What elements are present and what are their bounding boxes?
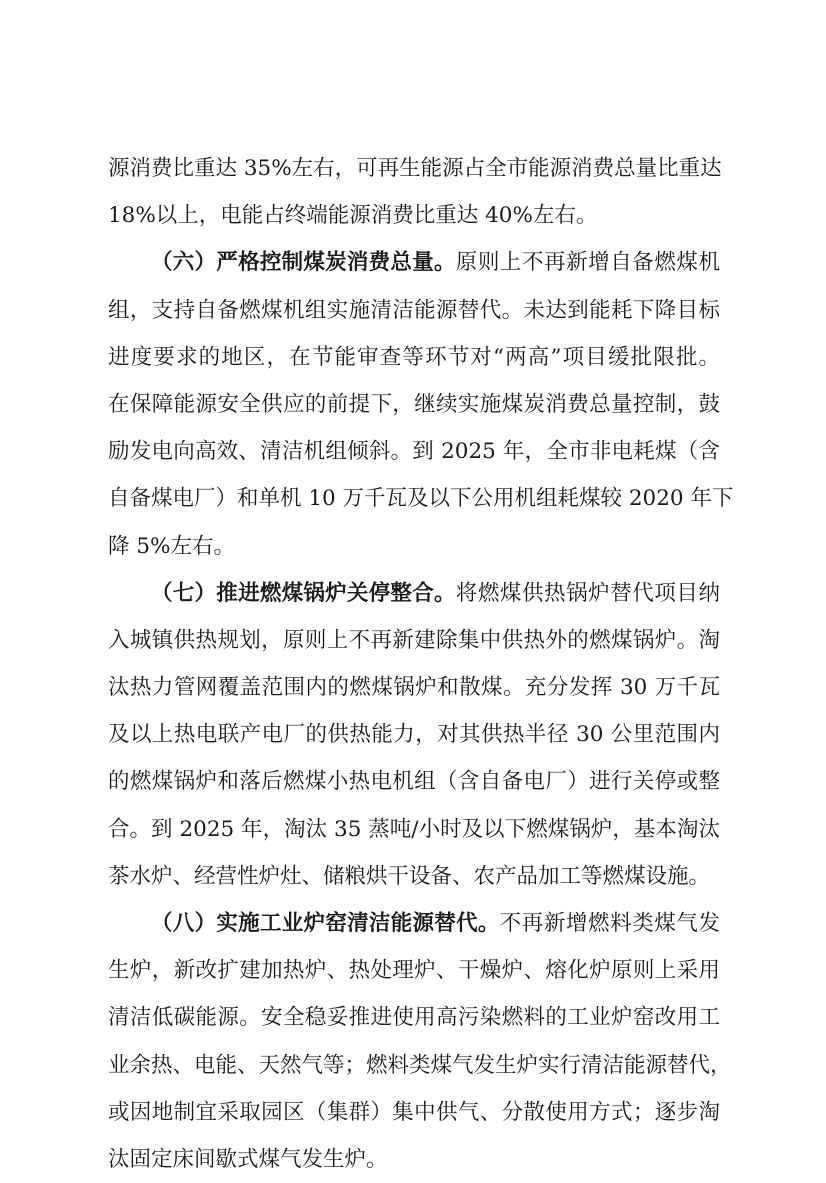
section-8-first-line [108, 900, 720, 947]
text-line: 汰热力管网覆盖范围内的燃煤锅炉和散煤。充分发挥 30 万千瓦 [108, 675, 720, 701]
text-line: 励发电向高效、清洁机组倾斜。到 2025 年，全市非电耗煤（含 [108, 439, 720, 465]
document-page [108, 145, 734, 1183]
text-line: 茶水炉、经营性炉灶、储粮烘干设备、农产品加工等燃煤设施。 [108, 863, 711, 889]
section-heading: （六）严格控制煤炭消费总量。 [151, 250, 456, 276]
section-text: 不再新增燃料类煤气发 [499, 911, 720, 936]
text-line: 汰固定床间歇式煤气发生炉。 [108, 1146, 388, 1172]
section-text: 原则上不再新增自备燃煤机 [455, 250, 720, 276]
text-line: 18%以上，电能占终端能源消费比重达 40%左右。 [108, 203, 598, 229]
section-text: 将燃煤供热锅炉替代项目纳 [455, 580, 720, 606]
text-line: 清洁低碳能源。安全稳妥推进使用高污染燃料的工业炉窑改用工 [108, 1005, 720, 1031]
text-line: 入城镇供热规划，原则上不再新建除集中供热外的燃煤锅炉。淘 [108, 627, 720, 653]
section-7-first-line [108, 570, 720, 617]
text-line: 组，支持自备燃煤机组实施清洁能源替代。未达到能耗下降目标 [108, 297, 720, 323]
text-line: 进度要求的地区，在节能审查等环节对“两高”项目缓批限批。 [108, 344, 720, 370]
text-line: 源消费比重达 35%左右，可再生能源占全市能源消费总量比重达 [108, 156, 722, 181]
text-line: 自备煤电厂）和单机 10 万千瓦及以下公用机组耗煤较 2020 年下 [108, 486, 734, 512]
text-line: 降 5%左右。 [108, 533, 235, 559]
text-line: 业余热、电能、天然气等；燃料类煤气发生炉实行清洁能源替代， [108, 1052, 732, 1078]
section-6-first-line [108, 239, 720, 286]
text-line: 或因地制宜采取园区（集群）集中供气、分散使用方式；逐步淘 [108, 1099, 720, 1125]
text-line: 的燃煤锅炉和落后燃煤小热电机组（含自备电厂）进行关停或整 [108, 769, 720, 795]
text-line: 生炉，新改扩建加热炉、热处理炉、干燥炉、熔化炉原则上采用 [108, 958, 720, 984]
text-line: 及以上热电联产电厂的供热能力，对其供热半径 30 公里范围内 [108, 722, 720, 748]
section-heading: （七）推进燃煤锅炉关停整合。 [151, 580, 456, 606]
section-heading: （八）实施工业炉窑清洁能源替代。 [151, 911, 500, 936]
text-line: 在保障能源安全供应的前提下，继续实施煤炭消费总量控制，鼓 [108, 391, 720, 417]
text-line: 合。到 2025 年，淘汰 35 蒸吨/小时及以下燃煤锅炉，基本淘汰 [108, 816, 720, 842]
